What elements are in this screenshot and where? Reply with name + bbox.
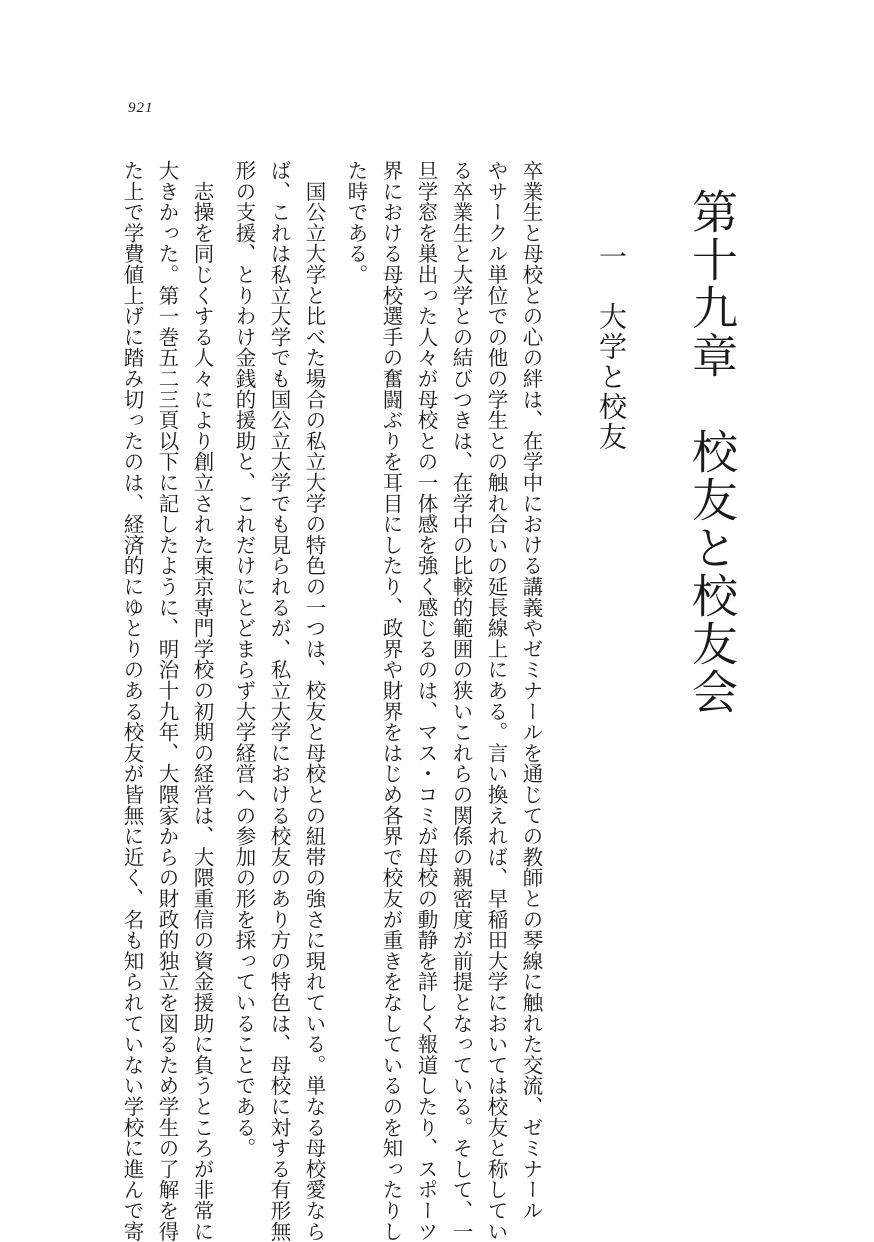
chapter-title: 第十九章 校友と校友会 xyxy=(685,188,739,716)
body-line: た上で学費値上げに踏み切ったのは、経済的にゆとりのある校友が皆無に近く、名も知られていない学校に進んで寄 xyxy=(120,160,144,1242)
body-line: やサークル単位での他の学生との触れ合いの延長線上にある。言い換えれば、早稲田大学においては校友と称してい xyxy=(484,160,508,1242)
section-title: 一 大学と校友 xyxy=(595,242,628,452)
page-number: 921 xyxy=(128,100,154,116)
body-line: る卒業生と大学との結びつきは、在学中の比較的範囲の狭いこれらの関係の親密度が前提となっている。そして、一 xyxy=(449,160,473,1242)
body-line: 志操を同じくする人々により創立された東京専門学校の初期の経営は、大隈重信の資金援助に負うところが非常に xyxy=(190,160,214,1242)
body-line: た時である。 xyxy=(344,160,368,285)
body-line: 大きかった。第一巻五二三頁以下に記したように、明治十九年、大隈家からの財政的独立を図るため学生の了解を得 xyxy=(155,160,179,1242)
body-line: 国公立大学と比べた場合の私立大学の特色の一つは、校友と母校との紐帯の強さに現れている。単なる母校愛なら xyxy=(302,160,326,1242)
body-line: 界における母校選手の奮闘ぶりを耳目にしたり、政界や財界をはじめ各界で校友が重きをなしているのを知ったりし xyxy=(379,160,403,1242)
body-line: 形の支援、とりわけ金銭的援助と、これだけにとどまらず大学経営への参加の形を採っていることである。 xyxy=(232,160,256,1159)
body-line: ば、これは私立大学でも国公立大学でも見られるが、私立大学における校友のあり方の特色は、母校に対する有形無 xyxy=(267,160,291,1242)
body-line: 旦学窓を巣出った人々が母校との一体感を強く感じるのは、マス・コミが母校の動静を詳しく報道したり、スポーツ xyxy=(414,160,438,1242)
body-line: 卒業生と母校との心の絆は、在学中における講義やゼミナールを通じての教師との琴線に触れた交流、ゼミナール xyxy=(519,160,543,1221)
